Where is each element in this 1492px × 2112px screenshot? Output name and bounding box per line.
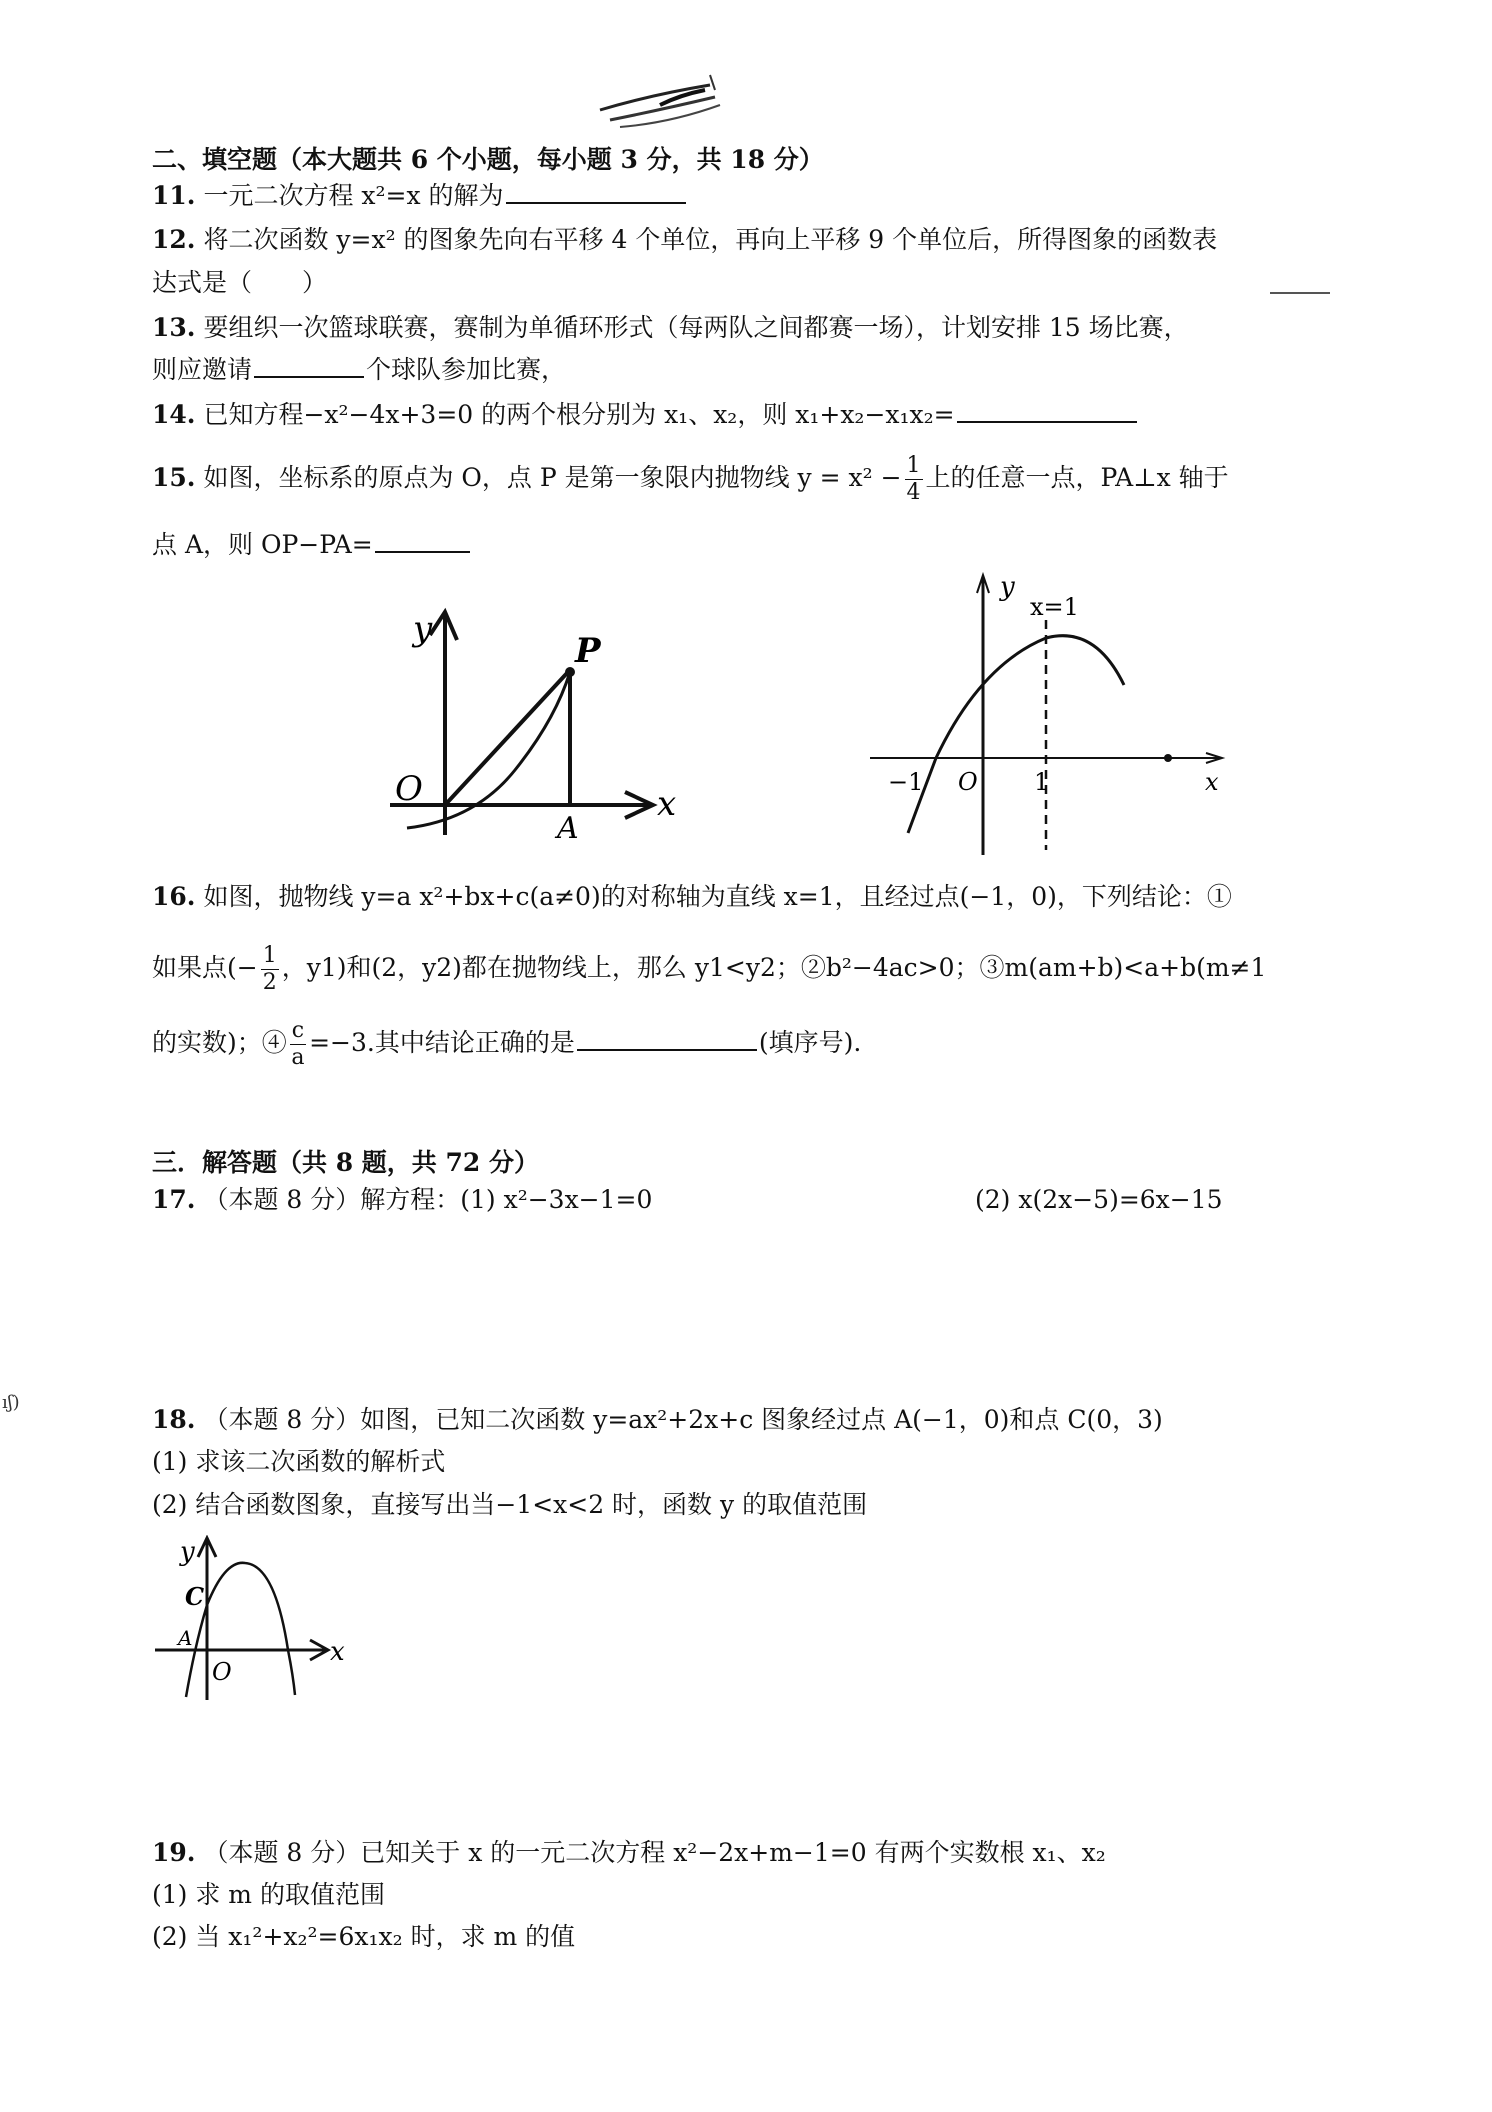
question-text: 的实数)；④	[152, 1028, 287, 1057]
point-c-label: C	[185, 1582, 205, 1611]
question-16-line1	[152, 882, 1232, 912]
question-18-sub1: (1) 求该二次函数的解析式	[152, 1447, 446, 1476]
question-text: 要组织一次篮球联赛，赛制为单循环形式（每两队之间都赛一场），计划安排 15 场比赛，	[203, 313, 1189, 342]
question-18-sub2: (2) 结合函数图象，直接写出当−1<x<2 时，函数 y 的取值范围	[152, 1490, 868, 1519]
question-text: 如图，抛物线 y=a x²+bx+c(a≠0)的对称轴为直线 x=1，且经过点(−1，0)，下列结论：①	[203, 882, 1232, 911]
question-text: 已知方程−x²−4x+3=0 的两个根分别为 x₁、x₂，则 x₁+x₂−x₁x₂=	[203, 400, 955, 429]
y-axis-label: y	[1000, 572, 1015, 602]
question-15-line2	[152, 530, 472, 560]
figure-q18	[150, 1535, 350, 1705]
answer-blank[interactable]	[254, 375, 364, 378]
question-19-sub1: (1) 求 m 的取值范围	[152, 1880, 385, 1909]
question-text: 如图，坐标系的原点为 O，点 P 是第一象限内抛物线 y = x² −	[203, 463, 902, 492]
answer-blank[interactable]	[577, 1048, 757, 1051]
question-number: 12.	[152, 225, 196, 254]
origin-label: O	[212, 1658, 232, 1686]
stray-mark	[1270, 292, 1330, 294]
figure-q16	[850, 565, 1230, 855]
fraction-denominator: 2	[262, 970, 277, 995]
point-p-dot	[565, 667, 575, 677]
fraction	[905, 455, 923, 504]
point-a-label: A	[557, 811, 579, 840]
question-text: （本题 8 分）已知关于 x 的一元二次方程 x²−2x+m−1=0 有两个实数根 x₁、x₂	[203, 1838, 1106, 1867]
figure-q15	[385, 600, 685, 840]
question-13-line2	[152, 355, 566, 385]
fraction-denominator: a	[291, 1045, 305, 1070]
x-axis-label: x	[657, 784, 677, 824]
section-2-heading: 二、填空题（本大题共 6 个小题，每小题 3 分，共 18 分）	[152, 145, 824, 174]
question-text: 一元二次方程 x²=x 的解为	[203, 181, 504, 210]
answer-blank[interactable]	[957, 420, 1137, 423]
question-17-part2: (2) x(2x−5)=6x−15	[975, 1185, 1223, 1214]
answer-blank[interactable]	[506, 201, 686, 204]
question-13-line1	[152, 313, 1189, 343]
question-text: ，y1)和(2，y2)都在抛物线上，那么 y1<y2；②b²−4ac>0；③m(am+b)<a+b(m≠1	[281, 953, 1267, 982]
segment-op	[445, 672, 568, 805]
question-11	[152, 181, 688, 211]
parabola-curve	[908, 636, 1124, 833]
question-16-line3	[152, 1020, 861, 1069]
question-text: 则应邀请	[152, 355, 253, 384]
symmetry-axis-label: x=1	[1030, 593, 1079, 621]
answer-blank[interactable]	[375, 550, 470, 553]
question-19-sub2: (2) 当 x₁²+x₂²=6x₁x₂ 时，求 m 的值	[152, 1922, 576, 1951]
question-text: 上的任意一点，PA⊥x 轴于	[925, 463, 1229, 492]
question-text: （本题 8 分）如图，已知二次函数 y=ax²+2x+c 图象经过点 A(−1，0)和点 C(0，3)	[203, 1405, 1163, 1434]
question-text: （本题 8 分）解方程：(1) x²−3x−1=0	[203, 1185, 653, 1214]
handwritten-scribble	[590, 65, 740, 135]
fraction	[290, 1020, 306, 1069]
fraction-denominator: 4	[906, 480, 921, 505]
x-axis-label: x	[1205, 768, 1219, 796]
question-number: 14.	[152, 400, 196, 429]
question-text: =−3.其中结论正确的是	[309, 1028, 575, 1057]
question-12-line1	[152, 225, 1217, 255]
question-text: 点 A，则 OP−PA=	[152, 530, 373, 559]
margin-mark: ıʃ)	[2, 1392, 20, 1413]
fraction-numerator: 1	[262, 943, 277, 968]
question-18	[152, 1405, 1163, 1435]
fraction-numerator: c	[291, 1018, 305, 1043]
point-p-label: P	[575, 631, 601, 671]
question-text: 将二次函数 y=x² 的图象先向右平移 4 个单位，再向上平移 9 个单位后，所得图象的函数表	[203, 225, 1218, 254]
question-15-line1	[152, 455, 1229, 504]
y-axis-label: y	[180, 1537, 195, 1567]
question-number: 16.	[152, 882, 196, 911]
stray-dot	[1164, 754, 1172, 762]
question-text: 个球队参加比赛，	[366, 355, 567, 384]
question-number: 19.	[152, 1838, 196, 1867]
question-16-line2	[152, 945, 1266, 994]
question-number: 15.	[152, 463, 196, 492]
question-17-part1	[152, 1185, 652, 1215]
question-19	[152, 1838, 1106, 1868]
origin-label: O	[395, 769, 423, 809]
x-axis-label: x	[330, 1637, 345, 1667]
tick-label-1: 1	[1034, 768, 1050, 796]
question-number: 17.	[152, 1185, 196, 1214]
y-axis-label: y	[413, 609, 433, 649]
fraction	[261, 945, 279, 994]
tick-label-neg1: −1	[888, 768, 924, 796]
question-12-line2: 达式是（ ）	[152, 268, 328, 297]
point-a-label: A	[178, 1626, 193, 1650]
fraction-numerator: 1	[906, 453, 921, 478]
question-number: 13.	[152, 313, 196, 342]
question-text: (填序号).	[758, 1028, 862, 1057]
question-number: 18.	[152, 1405, 196, 1434]
question-14	[152, 400, 1139, 430]
question-text: 如果点(−	[152, 953, 258, 982]
question-number: 11.	[152, 181, 196, 210]
origin-label: O	[958, 768, 978, 796]
section-3-heading: 三．解答题（共 8 题，共 72 分）	[152, 1148, 540, 1177]
